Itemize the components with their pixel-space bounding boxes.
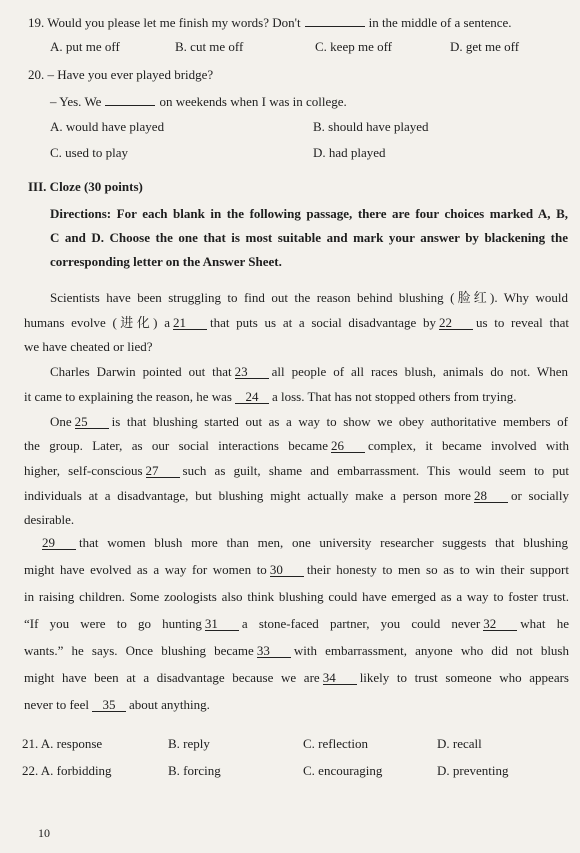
- q19-option-d: D. get me off: [450, 39, 520, 54]
- p4-line-2: might have evolved as a way for women to 30 their honesty to men so as to win their support: [24, 562, 569, 577]
- p4-line-4: “If you were to go hunting 31 a stone-faced partner, you could never 32 what he: [24, 616, 569, 631]
- p2-line-1: Charles Darwin pointed out that 23 all people of all races blush, animals do not. When: [50, 364, 568, 379]
- q19-stem-after: in the middle of a sentence.: [368, 15, 512, 30]
- blank-22: 22: [439, 316, 473, 330]
- blank-28: 28: [474, 489, 508, 503]
- p4-line-3: in raising children. Some zoologists also think blushing could have emerged as a way to foster trust.: [24, 589, 569, 604]
- blank-24: 24: [235, 390, 269, 404]
- q20-option-a: A. would have played: [50, 119, 165, 134]
- blank-33: 33: [257, 644, 291, 658]
- p1-line-2: humans evolve (进化) a 21 that puts us at a social disadvantage by 22 us to reveal that: [24, 315, 569, 330]
- q19-option-c: C. keep me off: [315, 39, 393, 54]
- blank-23: 23: [235, 365, 269, 379]
- p3-line-5: desirable.: [24, 512, 75, 527]
- p3-line-4: individuals at a disadvantage, but blushing might actually make a person more 28 or socially: [24, 488, 569, 503]
- q22-option-d: D. preventing: [437, 763, 509, 778]
- q20-option-b: B. should have played: [313, 119, 429, 134]
- directions-line-2: C and D. Choose the one that is most suitable and mark your answer by blackening the: [50, 230, 568, 245]
- blank-27: 27: [146, 464, 180, 478]
- directions-line-1: Directions: For each blank in the following passage, there are four choices marked A, B,: [50, 206, 568, 221]
- q19-blank: [305, 14, 365, 27]
- blank-35: 35: [92, 698, 126, 712]
- q22-option-a: 22. A. forbidding: [22, 763, 112, 778]
- blank-26: 26: [331, 439, 365, 453]
- section-title: III. Cloze (30 points): [28, 179, 143, 194]
- blank-32: 32: [483, 617, 517, 631]
- blank-31: 31: [205, 617, 239, 631]
- q19-option-b: B. cut me off: [175, 39, 244, 54]
- p2-line-2: it came to explaining the reason, he was 24 a loss. That has not stopped others from trying.: [24, 389, 517, 404]
- blank-34: 34: [323, 671, 357, 685]
- p4-line-7: never to feel 35 about anything.: [24, 697, 210, 712]
- p1-line-3: we have cheated or lied?: [24, 339, 153, 354]
- q19-option-a: A. put me off: [50, 39, 120, 54]
- p3-line-2: the group. Later, as our social interactions became 26 complex, it became involved with: [24, 438, 569, 453]
- blank-25: 25: [75, 415, 109, 429]
- q21-option-a: 21. A. response: [22, 736, 103, 751]
- blank-30: 30: [270, 563, 304, 577]
- q22-option-b: B. forcing: [168, 763, 221, 778]
- p3-line-3: higher, self-conscious 27 such as guilt, shame and embarrassment. This would seem to put: [24, 463, 569, 478]
- q21-option-d: D. recall: [437, 736, 482, 751]
- p4-line-5: wants.” he says. Once blushing became 33 with embarrassment, anyone who did not blush: [24, 643, 569, 658]
- q20-option-d: D. had played: [313, 145, 386, 160]
- q20-stem: 20. – Have you ever played bridge?: [28, 67, 214, 82]
- p1-line-1: Scientists have been struggling to find out the reason behind blushing (脸红). Why would: [50, 290, 568, 305]
- blank-21: 21: [173, 316, 207, 330]
- directions-line-3: corresponding letter on the Answer Sheet.: [50, 254, 282, 269]
- q20-blank: [105, 93, 155, 106]
- p4-line-6: might have been at a disadvantage because we are 34 likely to trust someone who appears: [24, 670, 569, 685]
- page-number: 10: [38, 826, 50, 840]
- p3-line-1: One 25 is that blushing started out as a way to show we obey authoritative members of: [50, 414, 568, 429]
- q19-stem: 19. Would you please let me finish my words? Don't: [28, 15, 301, 30]
- q22-option-c: C. encouraging: [303, 763, 383, 778]
- p4-line-1: 29 that women blush more than men, one university researcher suggests that blushing: [42, 535, 568, 550]
- blank-29: 29: [42, 536, 76, 550]
- q21-option-c: C. reflection: [303, 736, 368, 751]
- q21-option-b: B. reply: [168, 736, 210, 751]
- question-19: [28, 14, 512, 31]
- q20-option-c: C. used to play: [50, 145, 128, 160]
- q20-line2: – Yes. We on weekends when I was in college.: [50, 94, 347, 109]
